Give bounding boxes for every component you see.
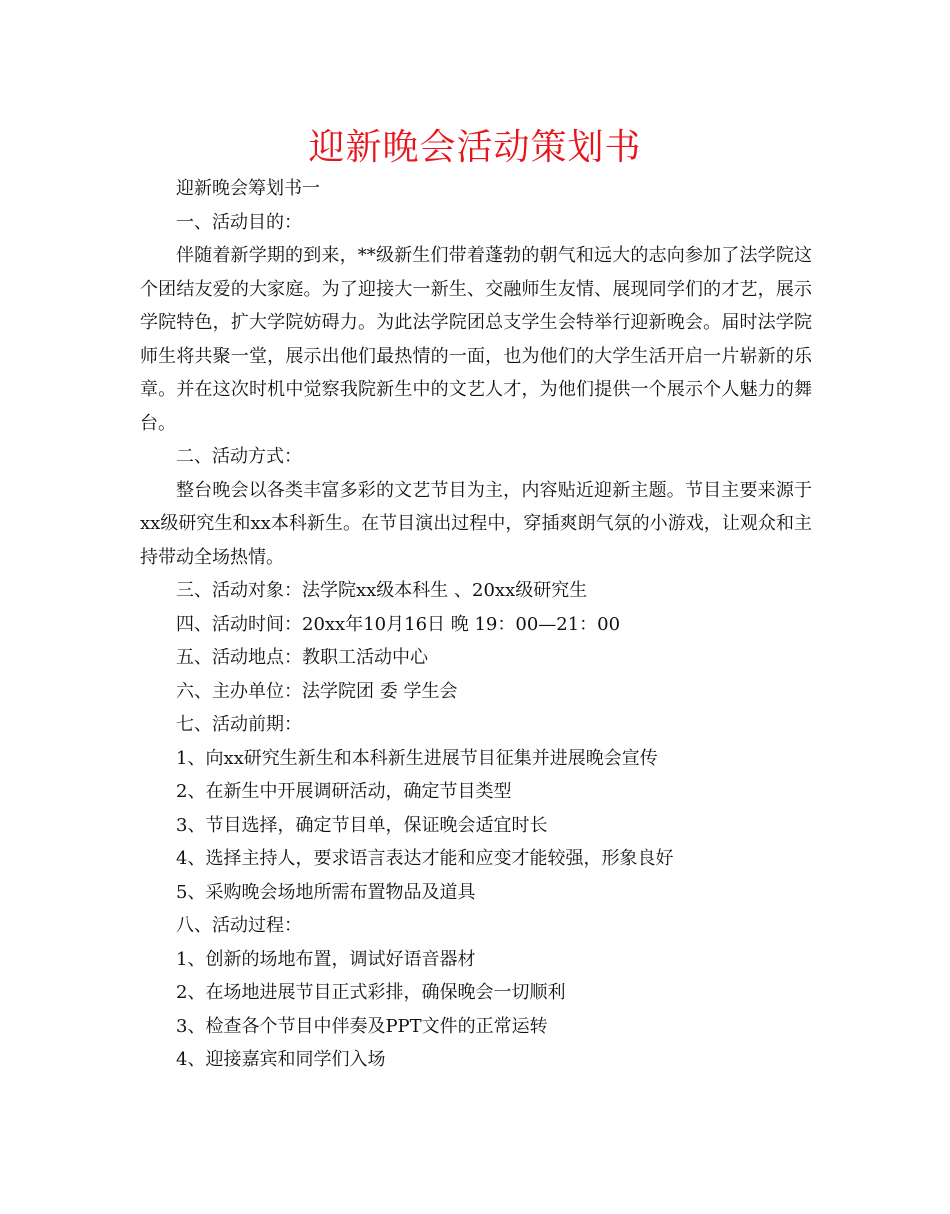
list-item: 3、节目选择，确定节目单，保证晚会适宜时长 xyxy=(176,814,548,836)
list-item: 4、迎接嘉宾和同学们入场 xyxy=(176,1049,386,1070)
section-target: 三、活动对象：法学院xx级本科生 、20xx级研究生 xyxy=(176,580,588,601)
section-location: 五、活动地点：教职工活动中心 xyxy=(176,647,428,668)
list-item: 2、在场地进展节目正式彩排，确保晚会一切顺利 xyxy=(176,982,566,1003)
section-heading-process: 八、活动过程： xyxy=(176,915,302,936)
section-time: 四、活动时间：20xx年10月16日 晚 19：00—21：00 xyxy=(176,613,621,635)
document-body xyxy=(140,172,812,1077)
section-organizer: 六、主办单位：法学院团 委 学生会 xyxy=(176,680,458,702)
list-item: 1、向xx研究生新生和本科新生进展节目征集并进展晚会宣传 xyxy=(176,747,658,769)
section-heading-prep: 七、活动前期： xyxy=(176,714,302,735)
paragraph-purpose: 伴随着新学期的到来，**级新生们带着蓬勃的朝气和远大的志向参加了法学院这个团结友爱的大家庭。为了迎接大一新生、交融师生友情、展现同学们的才艺，展示学院特色，扩大学院妨碍力。为此法学院团总支学生会特举行迎新晚会。届时法学院师生将共聚一堂，展示出他们最热情的一面，也为他们的大学生活开启一片崭新的乐章。并在这次时机中觉察我院新生中的文艺人才，为他们提供一个展示个人魅力的舞台。 xyxy=(140,245,812,434)
section-heading-purpose: 一、活动目的： xyxy=(176,211,302,233)
list-item: 1、创新的场地布置，调试好语音器材 xyxy=(176,948,476,970)
section-heading-method: 二、活动方式： xyxy=(176,446,302,467)
document-title: 迎新晚会活动策划书 xyxy=(308,127,642,168)
list-item: 3、检查各个节目中伴奏及PPT文件的正常运转 xyxy=(176,1015,548,1037)
paragraph-method: 整台晚会以各类丰富多彩的文艺节目为主，内容贴近迎新主题。节目主要来源于xx级研究生和xx本科新生。在节目演出过程中，穿插爽朗气氛的小游戏，让观众和主持带动全场热情。 xyxy=(140,479,812,568)
list-item: 2、在新生中开展调研活动，确定节目类型 xyxy=(176,781,512,802)
list-item: 4、选择主持人，要求语言表达才能和应变才能较强，形象良好 xyxy=(176,848,674,869)
list-item: 5、采购晚会场地所需布置物品及道具 xyxy=(176,881,476,903)
subtitle: 迎新晚会筹划书一 xyxy=(176,178,320,199)
